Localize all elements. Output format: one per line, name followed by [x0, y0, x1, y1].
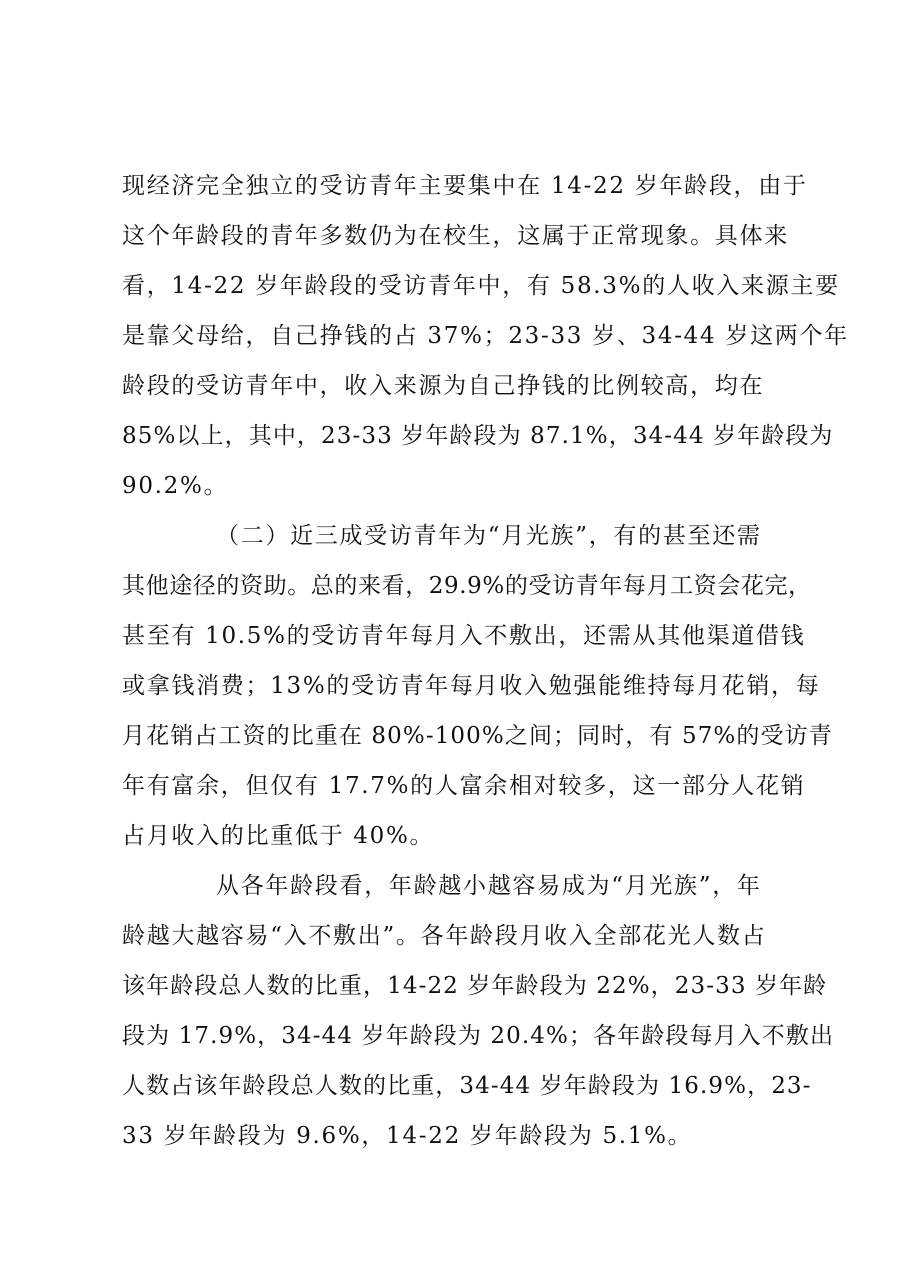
paragraph-2-line-4: 或拿钱消费；13%的受访青年每月收入勉强能维持每月花销，每 — [122, 673, 821, 699]
paragraph-2-line-1: （二）近三成受访青年为“月光族”，有的甚至还需 — [216, 523, 762, 549]
paragraph-3-line-2: 龄越大越容易“入不敷出”。各年龄段月收入全部花光人数占 — [122, 923, 767, 949]
paragraph-1-line-1: 现经济完全独立的受访青年主要集中在 14-22 岁年龄段，由于 — [122, 173, 808, 199]
paragraph-1-line-2: 这个年龄段的青年多数仍为在校生，这属于正常现象。具体来 — [122, 223, 789, 249]
paragraph-2-line-7: 占月收入的比重低于 40%。 — [122, 823, 435, 849]
paragraph-1-line-4: 是靠父母给，自己挣钱的占 37%；23-33 岁、34-44 岁这两个年 — [122, 323, 849, 349]
paragraph-2-line-3: 甚至有 10.5%的受访青年每月入不敷出，还需从其他渠道借钱 — [122, 623, 806, 649]
paragraph-3-line-3: 该年龄段总人数的比重，14-22 岁年龄段为 22%，23-33 岁年龄 — [122, 973, 828, 999]
paragraph-1-line-7: 90.2%。 — [122, 473, 229, 499]
paragraph-3-line-5: 人数占该年龄段总人数的比重，34-44 岁年龄段为 16.9%，23- — [122, 1073, 812, 1099]
paragraph-1-line-3: 看，14-22 岁年龄段的受访青年中，有 58.3%的人收入来源主要 — [122, 273, 840, 299]
paragraph-1-line-5: 龄段的受访青年中，收入来源为自己挣钱的比例较高，均在 — [122, 373, 765, 399]
paragraph-3-line-1: 从各年龄段看，年龄越小越容易成为“月光族”，年 — [216, 873, 762, 899]
paragraph-2-line-2: 其他途径的资助。总的来看，29.9%的受访青年每月工资会花完， — [122, 573, 812, 599]
paragraph-2-line-6: 年有富余，但仅有 17.7%的人富余相对较多，这一部分人花销 — [122, 773, 806, 799]
paragraph-3-line-6: 33 岁年龄段为 9.6%，14-22 岁年龄段为 5.1%。 — [122, 1123, 693, 1149]
paragraph-3-line-4: 段为 17.9%，34-44 岁年龄段为 20.4%；各年龄段每月入不敷出 — [122, 1023, 835, 1049]
paragraph-2-line-5: 月花销占工资的比重在 80%-100%之间；同时，有 57%的受访青 — [122, 723, 833, 749]
paragraph-1-line-6: 85%以上，其中，23-33 岁年龄段为 87.1%，34-44 岁年龄段为 — [122, 423, 834, 449]
